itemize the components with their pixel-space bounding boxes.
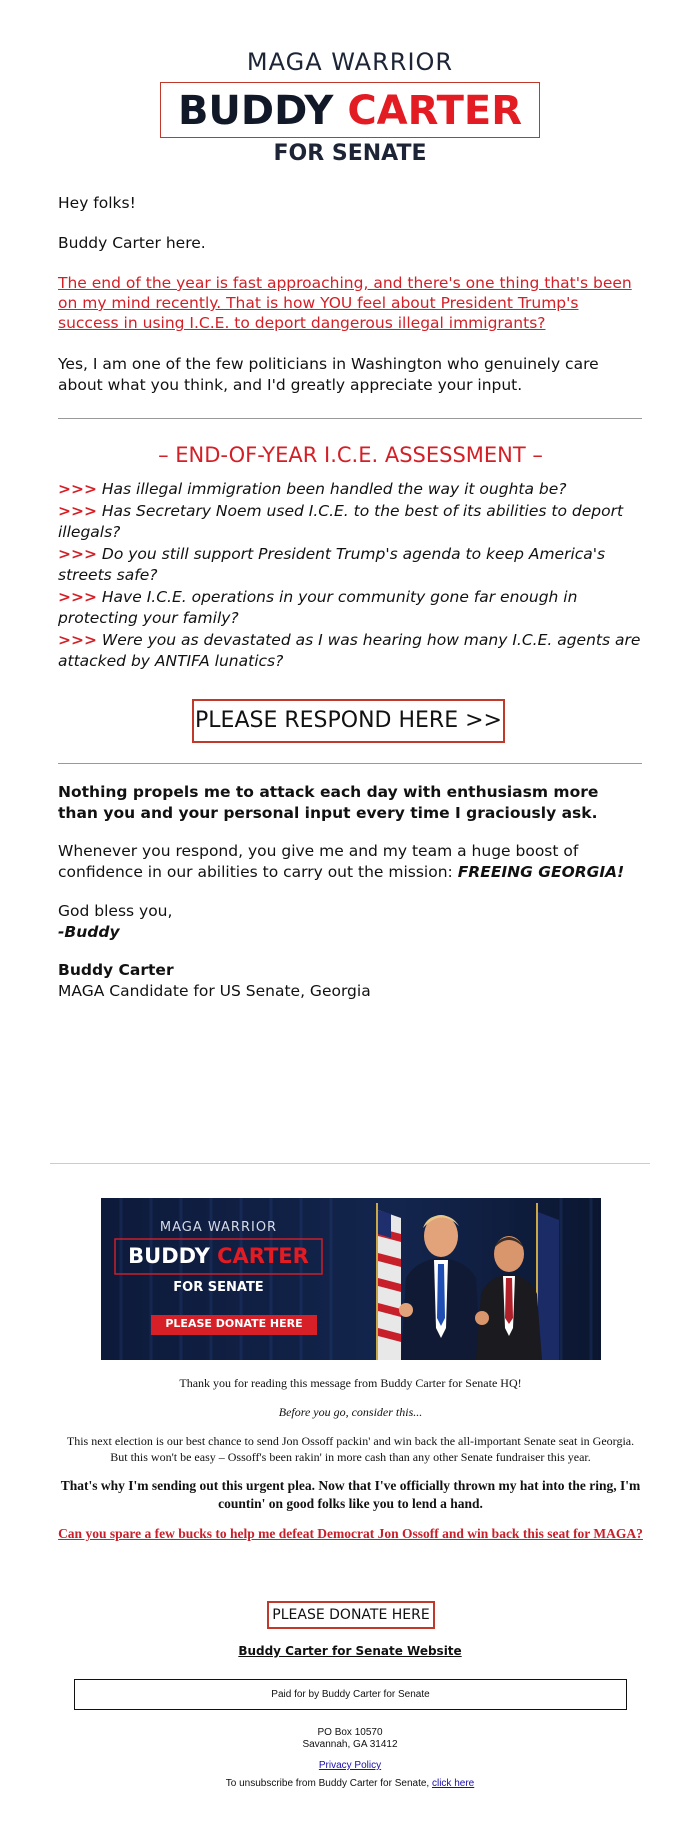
intro-red-link[interactable]: The end of the year is fast approaching, and there's one thing that's been on my mind recently. That is how YOU feel about President Trump's success in using I.C.E. to deport dangerous illegal immigrants? (58, 274, 632, 332)
greeting: Hey folks! (58, 194, 136, 212)
intro-line: Buddy Carter here. (58, 234, 206, 252)
banner-name-last: CARTER (217, 1244, 309, 1268)
question-item: >>> Have I.C.E. operations in your community gone far enough in protecting your family? (58, 588, 578, 627)
footer-section (58, 1375, 643, 1543)
privacy-policy-link[interactable]: Privacy Policy (318, 1760, 382, 1771)
banner-top-text: MAGA WARRIOR (159, 1220, 278, 1235)
signer-name: Buddy Carter (58, 961, 174, 979)
intro-paragraph: Yes, I am one of the few politicians in Washington who genuinely care about what you think, and I'd greatly appreciate your input. (58, 355, 599, 394)
closing-bold-paragraph: Nothing propels me to attack each day with enthusiasm more than you and your personal input every time I graciously ask. (58, 783, 599, 822)
banner-name (115, 1241, 322, 1271)
arrow-icon: >>> (58, 545, 97, 563)
footer-red-link[interactable]: Can you spare a few bucks to help me defeat Democrat Jon Ossoff and win back this seat for MAGA? (58, 1526, 643, 1541)
assessment-title: – END-OF-YEAR I.C.E. ASSESSMENT – (158, 443, 543, 467)
question-item: >>> Has illegal immigration been handled the way it oughta be? (58, 480, 567, 498)
address-block (0, 1727, 700, 1751)
footer-bold-paragraph: That's why I'm sending out this urgent plea. Now that I've officially thrown my hat into the ring, I'm countin' on good folks like you to lend a hand. (60, 1478, 641, 1511)
divider-top (58, 418, 642, 419)
footer-consider: Before you go, consider this... (278, 1405, 423, 1419)
banner-donate-label[interactable]: PLEASE DONATE HERE (165, 1317, 303, 1330)
paid-for-box: Paid for by Buddy Carter for Senate (74, 1679, 627, 1710)
arrow-icon: >>> (58, 588, 97, 606)
unsubscribe-link[interactable]: click here (431, 1778, 475, 1789)
flag-icon (376, 1203, 401, 1360)
signer-title: MAGA Candidate for US Senate, Georgia (58, 982, 371, 1000)
website-link[interactable]: Buddy Carter for Senate Website (238, 1644, 462, 1658)
banner-name-first: BUDDY (128, 1244, 210, 1268)
respond-button[interactable]: PLEASE RESPOND HERE >> (192, 699, 505, 743)
divider-mid (58, 763, 642, 764)
closing-section (58, 782, 643, 1002)
donate-banner[interactable] (101, 1198, 601, 1360)
question-item: >>> Were you as devastated as I was hearing how many I.C.E. agents are attacked by ANTIFA lunatics? (58, 631, 641, 670)
intro-section (58, 193, 643, 396)
mission-text: FREEING GEORGIA! (457, 863, 625, 881)
logo-top-text: MAGA WARRIOR (246, 48, 454, 76)
logo-name-last: CARTER (347, 88, 523, 134)
footer-divider (50, 1163, 650, 1164)
question-item: >>> Do you still support President Trump's agenda to keep America's streets safe? (58, 545, 606, 584)
assessment-section (58, 443, 643, 672)
logo-name-box (160, 82, 540, 138)
unsubscribe-row (0, 1778, 700, 1789)
address-line-2: Savannah, GA 31412 (302, 1739, 398, 1750)
footer-paragraph: This next election is our best chance to send Jon Ossoff packin' and win back the all-important Senate seat in Georgia. But this won't be easy – Ossoff's been rakin' in more cash than any other Senate fundraiser this year. (66, 1434, 635, 1464)
arrow-icon: >>> (58, 631, 97, 649)
arrow-icon: >>> (58, 502, 97, 520)
logo-bottom-text: FOR SENATE (273, 141, 427, 166)
website-link-row (0, 1640, 700, 1659)
signature: -Buddy (58, 923, 120, 941)
arrow-icon: >>> (58, 480, 97, 498)
question-list (58, 479, 643, 672)
logo-name-first: BUDDY (177, 88, 334, 134)
logo-name (171, 87, 529, 135)
address-line-1: PO Box 10570 (317, 1727, 383, 1738)
question-item: >>> Has Secretary Noem used I.C.E. to the best of its abilities to deport illegals? (58, 502, 624, 541)
closing-paragraph: Whenever you respond, you give me and my team a huge boost of confidence in our abilities to carry out the mission: FREEING GEORGIA! (58, 842, 625, 881)
footer-thanks: Thank you for reading this message from Buddy Carter for Senate HQ! (179, 1376, 522, 1390)
blessing: God bless you, (58, 902, 173, 920)
unsubscribe-text: To unsubscribe from Buddy Carter for Senate, (225, 1778, 432, 1789)
header-logo (0, 48, 700, 166)
banner-bottom-text: FOR SENATE (173, 1280, 264, 1295)
privacy-row (0, 1760, 700, 1771)
donate-button[interactable]: PLEASE DONATE HERE (267, 1601, 435, 1629)
